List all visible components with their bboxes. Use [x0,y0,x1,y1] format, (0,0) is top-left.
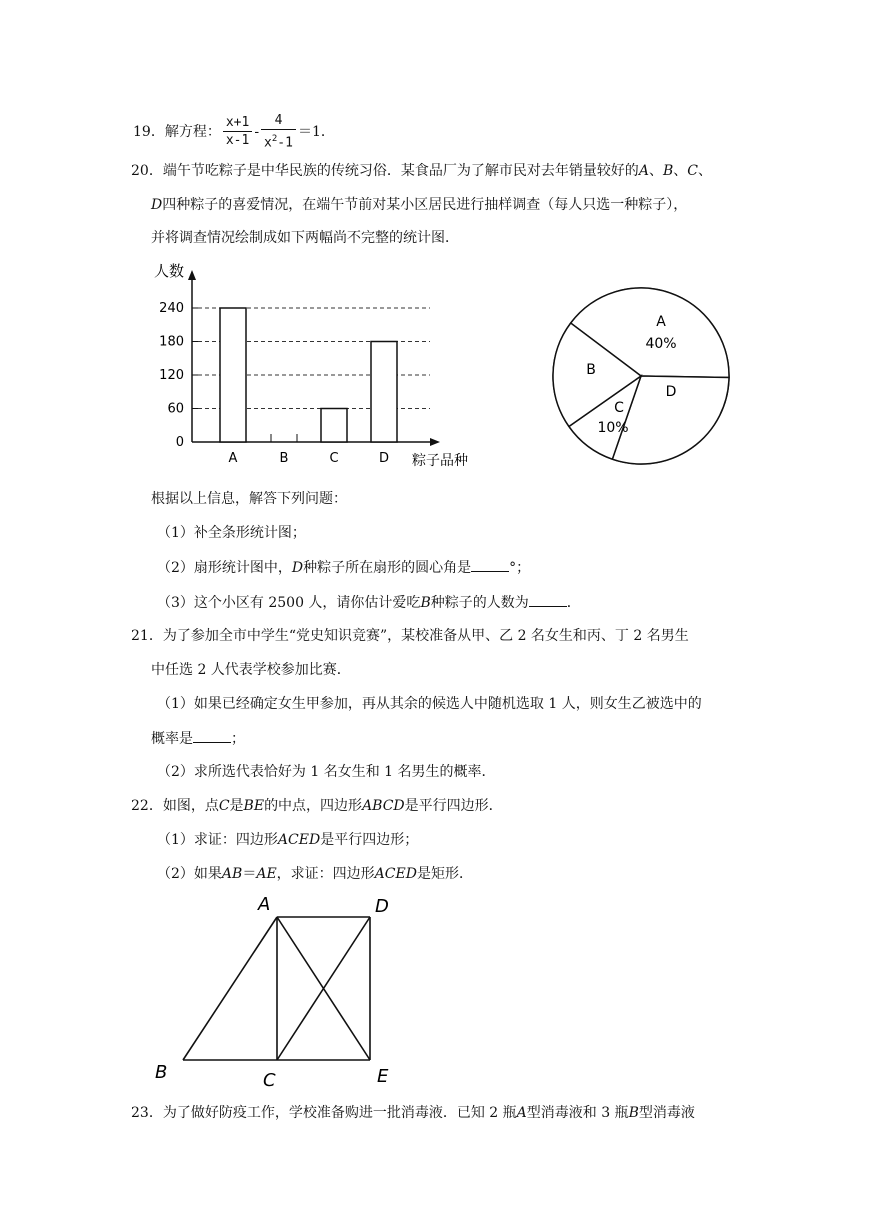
x-axis-label: 粽子品种 [412,453,468,469]
q21-part-1b: 概率是 ； [151,728,245,749]
q22-part-2: （2）如果AB＝AE，求证：四边形ACED是矩形． [157,866,473,882]
q22-part-1: （1）求证：四边形ACED是平行四边形； [157,832,419,848]
q21-part-1a: （1）如果已经确定女生甲参加，再从其余的候选人中随机选取 1 人，则女生乙被选中的 [157,696,702,712]
x-tick-label-C: C [329,451,339,466]
pie-label-A: A [656,314,666,330]
fraction-1 [223,114,252,150]
bar-chart [150,260,510,480]
q23-line-1: 23．为了做好防疫工作，学校准备购进一批消毒液．已知 2 瓶A型消毒液和 3 瓶B型消毒液 [131,1105,695,1121]
segment-AB [183,917,277,1060]
question-19 [133,111,335,153]
x-tick-label-B: B [279,451,289,466]
q21-line-1: 21．为了参加全市中学生“党史知识竞赛”，某校准备从甲、乙 2 名女生和丙、丁 2 名男生 [131,628,689,644]
y-tick-label: 240 [159,301,184,316]
x-axis-arrow [430,438,440,446]
q20-line-1: 20．端午节吃粽子是中华民族的传统习俗．某食品厂为了解市民对去年销量较好的A、B、C、 [131,163,712,179]
label-C: C [263,1070,276,1090]
label-A: A [258,894,271,915]
pie-percent-A: 40% [645,336,677,352]
label-D: D [375,896,389,917]
answer-blank-probability[interactable] [193,728,231,743]
fraction-1-denominator: x-1 [225,133,250,148]
pie-label-C: C [614,400,624,416]
q20-part-2: （2）扇形统计图中，D种粽子所在扇形的圆心角是 °； [157,557,530,578]
q20-part-1: （1）补全条形统计图； [157,525,306,541]
y-tick-label: 120 [159,368,184,383]
q20-line-3: 并将调查情况绘制成如下两幅尚不完整的统计图． [151,230,459,246]
answer-blank-count[interactable] [529,592,567,607]
fraction-2-numerator: 4 [261,112,296,130]
q21-line-2: 中任选 2 人代表学校参加比赛． [151,662,351,678]
minus-sign: - [254,124,260,140]
label-B: B [155,1062,168,1083]
q20-part-3: （3）这个小区有 2500 人，请你估计爱吃B种粽子的人数为 ． [157,592,581,613]
geometry-figure [145,890,405,1090]
pie-chart [545,278,745,478]
answer-blank-angle[interactable] [471,557,509,572]
fraction-2-denominator: $x^2-1$ [264,133,293,151]
pie-percent-C: 10% [597,420,629,436]
label-E: E [377,1066,389,1087]
y-axis-label: 人数 [154,262,185,280]
y-axis-arrow [188,270,196,280]
q20-after: 根据以上信息，解答下列问题： [151,491,347,507]
fraction-2 [261,112,296,152]
y-tick-label: 0 [175,435,184,450]
fraction-1-numerator: x+1 [223,114,252,132]
pie-label-D: D [665,384,677,400]
q22-line-1: 22．如图，点C是BE的中点，四边形ABCD是平行四边形． [131,798,503,814]
y-tick-label: 180 [159,334,184,350]
q19-suffix: ＝1． [297,124,335,140]
q20-line-2: D四种粽子的喜爱情况，在端午节前对某小区居民进行抽样调查（每人只选一种粽子）， [151,197,688,213]
y-tick-label: 60 [167,401,184,417]
x-tick-label-A: A [228,451,238,466]
bar-A [220,308,246,442]
bar-C [321,409,347,443]
q19-prefix: 19．解方程： [133,124,221,140]
pie-label-B: B [586,362,596,378]
q21-part-2: （2）求所选代表恰好为 1 名女生和 1 名男生的概率． [157,764,496,780]
bar-D [371,342,397,443]
x-tick-label-D: D [378,451,390,466]
